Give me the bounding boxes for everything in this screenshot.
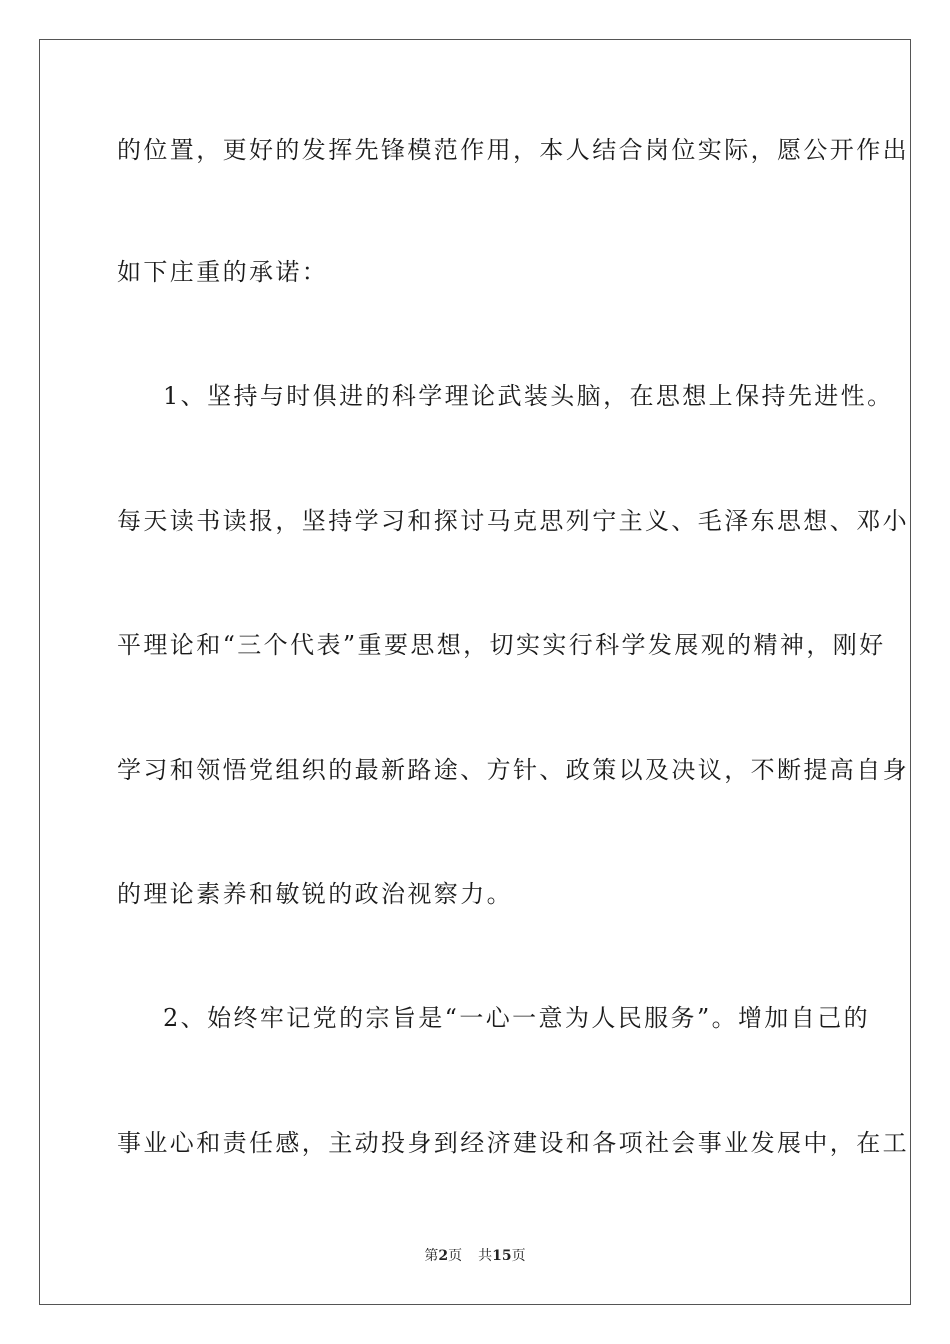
page-prefix: 第	[424, 1248, 439, 1264]
text-line-5: 平理论和“三个代表”重要思想，切实实行科学发展观的精神，刚好	[117, 631, 886, 659]
total-prefix: 共	[478, 1248, 493, 1264]
total-suffix: 页	[511, 1248, 526, 1264]
text-line-1: 的位置，更好的发挥先锋模范作用，本人结合岗位实际，愿公开作出	[117, 136, 909, 164]
page-number: 2	[438, 1248, 449, 1264]
page-frame	[39, 39, 911, 1305]
text-line-2: 如下庄重的承诺：	[117, 258, 329, 286]
text-line-4: 每天读书读报，坚持学习和探讨马克思列宁主义、毛泽东思想、邓小	[117, 507, 909, 535]
page-suffix: 页	[448, 1248, 463, 1264]
text-line-9: 事业心和责任感，主动投身到经济建设和各项社会事业发展中，在工	[117, 1129, 909, 1157]
text-line-7: 的理论素养和敏锐的政治视察力。	[117, 880, 513, 908]
total-pages: 15	[492, 1248, 512, 1264]
page-footer	[0, 1247, 950, 1265]
text-line-6: 学习和领悟党组织的最新路途、方针、政策以及决议，不断提高自身	[117, 756, 909, 784]
text-line-8-item-2: 2、始终牢记党的宗旨是“一心一意为人民服务”。增加自己的	[163, 1004, 871, 1032]
text-line-3-item-1: 1、坚持与时俱进的科学理论武装头脑，在思想上保持先进性。	[163, 382, 894, 410]
